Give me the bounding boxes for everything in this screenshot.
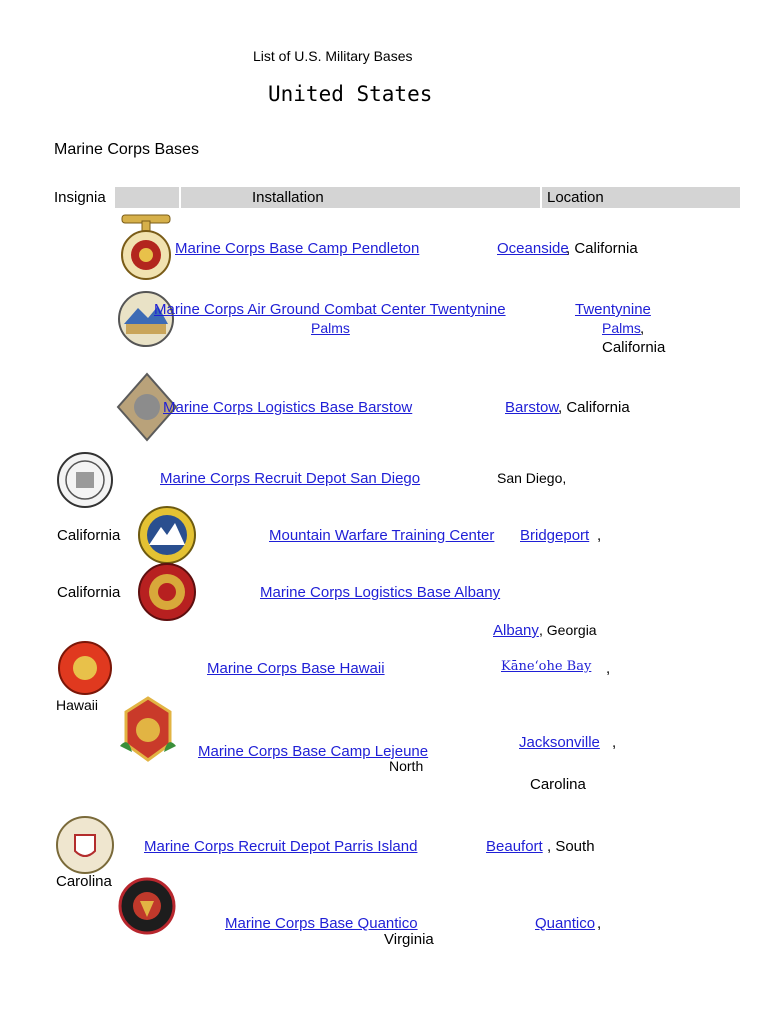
location-link-barstow[interactable]: Barstow [505, 399, 560, 416]
location-text-row-8-carolina: Carolina [530, 776, 586, 793]
hawaii-seal-icon [55, 640, 115, 696]
location-text-row-7-wrap: Hawaii [56, 697, 99, 713]
header-location: Location [547, 189, 604, 206]
header-cell-installation-bg [181, 187, 540, 208]
installation-link-hawaii[interactable]: Marine Corps Base Hawaii [207, 660, 385, 677]
san-diego-seal-icon [56, 451, 114, 509]
location-link-albany[interactable]: Albany [493, 622, 539, 639]
location-link-jacksonville[interactable]: Jacksonville [519, 734, 600, 751]
installation-link-albany[interactable]: Marine Corps Logistics Base Albany [260, 584, 501, 601]
installation-link-san-diego[interactable]: Marine Corps Recruit Depot San Diego [160, 470, 421, 487]
location-text-row-10-virginia: Virginia [384, 931, 434, 948]
location-text-row-8-north: North [389, 758, 424, 774]
location-text-row-5: , [597, 527, 602, 544]
location-text-row-4: San Diego, [497, 470, 567, 486]
location-text-row-8: , [612, 734, 617, 751]
albany-seal-icon [137, 562, 197, 622]
location-link-quantico[interactable]: Quantico [535, 915, 596, 932]
quantico-seal-icon [118, 877, 176, 935]
location-link-oceanside[interactable]: Oceanside [497, 240, 569, 257]
location-text-row-9-wrap: Carolina [56, 873, 112, 890]
installation-link-parris-island[interactable]: Marine Corps Recruit Depot Parris Island [144, 838, 418, 855]
installation-link-twentynine-palms[interactable]: Marine Corps Air Ground Combat Center Twentynine [154, 301, 506, 318]
installation-link-mountain-warfare[interactable]: Mountain Warfare Training Center [269, 527, 495, 544]
country-heading: United States [268, 82, 433, 106]
installation-link-camp-lejeune[interactable]: Marine Corps Base Camp Lejeune [198, 743, 429, 760]
header-cell-insignia-bg [115, 187, 179, 208]
document-title: List of U.S. Military Bases [253, 48, 413, 64]
location-link-kaneohe-bay[interactable]: Kāneʻohe Bay [501, 659, 592, 674]
location-text-row-7: , [606, 660, 611, 677]
location-link-beaufort[interactable]: Beaufort [486, 838, 543, 855]
installation-link-barstow[interactable]: Marine Corps Logistics Base Barstow [163, 399, 413, 416]
location-text-row-6: , Georgia [539, 622, 597, 638]
location-text-row-1: , California [566, 240, 638, 257]
location-text-row-10: , [597, 915, 602, 932]
location-link-twentynine-palms-line2[interactable]: Palms [602, 320, 641, 336]
installation-link-twentynine-palms-line2[interactable]: Palms [311, 320, 350, 336]
parris-island-seal-icon [55, 815, 115, 875]
location-text-row-9: , South [547, 838, 595, 855]
location-link-bridgeport[interactable]: Bridgeport [520, 527, 590, 544]
location-link-twentynine-palms[interactable]: Twentynine [575, 301, 651, 318]
mountain-warfare-seal-icon [137, 505, 197, 565]
location-text-row-2: , [640, 320, 645, 337]
location-text-row-4-wrap: California [57, 527, 121, 544]
header-installation: Installation [252, 189, 324, 206]
camp-pendleton-seal-icon [118, 213, 174, 281]
installation-link-quantico[interactable]: Marine Corps Base Quantico [225, 915, 418, 932]
header-insignia: Insignia [54, 189, 106, 206]
twentynine-palms-seal-icon [116, 290, 176, 348]
installation-link-camp-pendleton[interactable]: Marine Corps Base Camp Pendleton [175, 240, 420, 257]
section-heading: Marine Corps Bases [54, 141, 199, 158]
location-text-row-5-wrap: California [57, 584, 121, 601]
camp-lejeune-seal-icon [118, 696, 178, 764]
location-text-row-2-state: California [602, 339, 666, 356]
location-text-row-3: , California [558, 399, 630, 416]
